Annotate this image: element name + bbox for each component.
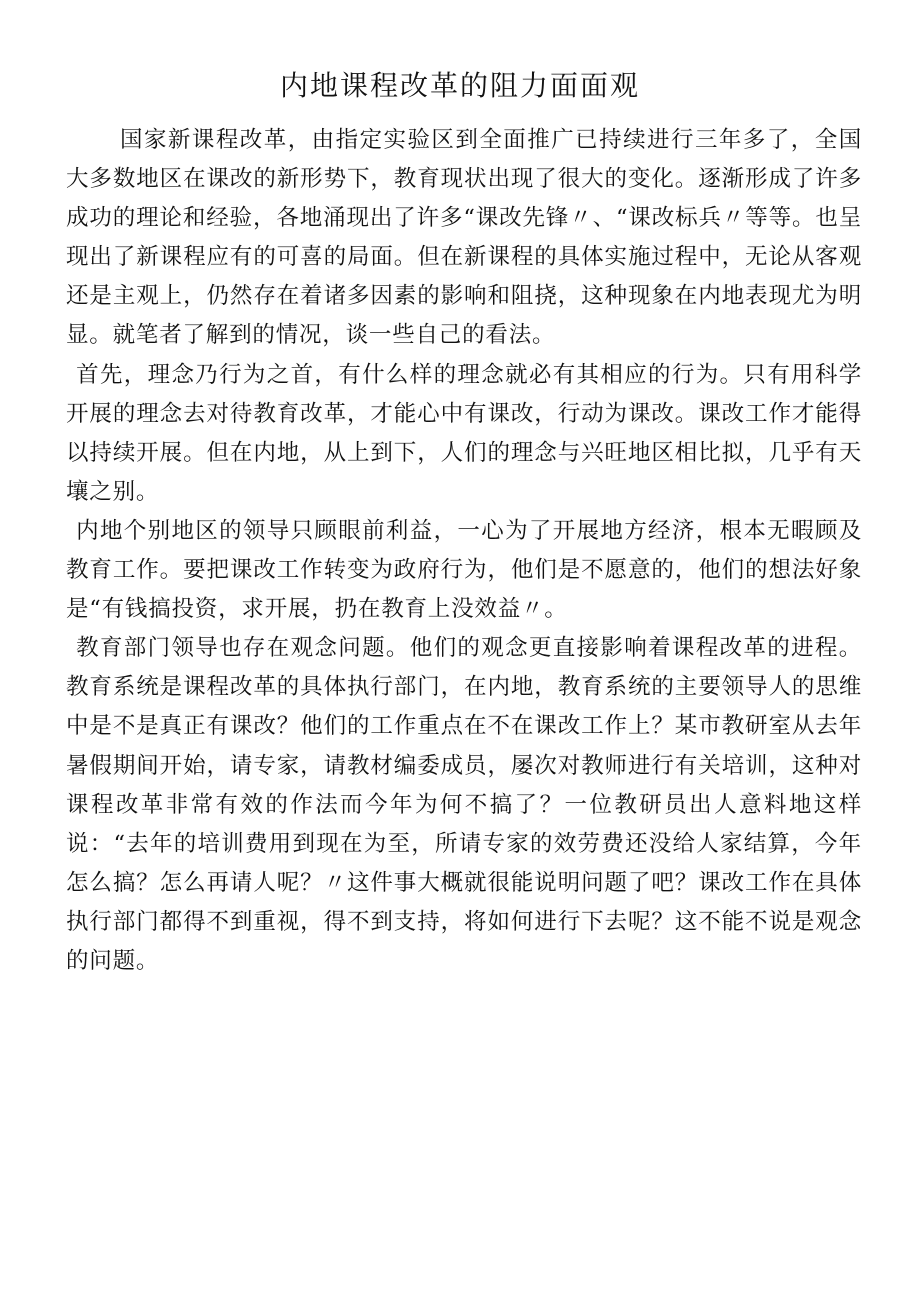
paragraph-local-leaders: 内地个别地区的领导只顾眼前利益，一心为了开展地方经济，根本无暇顾及教育工作。要把课改工作转变为政府行为，他们是不愿意的，他们的想法好象是“有钱搞投资，求开展，扔在教育上没效益〃。	[66, 517, 862, 623]
document-body	[66, 121, 862, 981]
document-title: 内地课程改革的阻力面面观	[279, 69, 640, 102]
paragraph-education-leaders: 教育部门领导也存在观念问题。他们的观念更直接影响着课程改革的进程。教育系统是课程改革的具体执行部门，在内地，教育系统的主要领导人的思维中是不是真正有课改？他们的工作重点在不在课改工作上？某市教研室从去年暑假期间开始，请专家，请教材编委成员，屡次对教师进行有关培训，这种对课程改革非常有效的作法而今年为何不搞了？一位教研员出人意料地这样说：“去年的培训费用到现在为至，所请专家的效劳费还没给人家结算，今年怎么搞？怎么再请人呢？〃这件事大概就很能说明问题了吧？课改工作在具体执行部门都得不到重视，得不到支持，将如何进行下去呢？这不能不说是观念的问题。	[66, 635, 862, 974]
paragraph-intro: 国家新课程改革，由指定实验区到全面推广已持续进行三年多了，全国大多数地区在课改的新形势下，教育现状出现了很大的变化。逐渐形成了许多成功的理论和经验，各地涌现出了许多“课改先锋〃、“课改标兵〃等等。也呈现出了新课程应有的可喜的局面。但在新课程的具体实施过程中，无论从客观还是主观上，仍然存在着诸多因素的影响和阻挠，这种现象在内地表现尤为明显。就笔者了解到的情况，谈一些自己的看法。	[66, 127, 862, 349]
paragraph-concept: 首先，理念乃行为之首，有什么样的理念就必有其相应的行为。只有用科学开展的理念去对待教育改革，才能心中有课改，行动为课改。课改工作才能得以持续开展。但在内地，从上到下，人们的理念与兴旺地区相比拟，几乎有天壤之别。	[66, 361, 862, 505]
